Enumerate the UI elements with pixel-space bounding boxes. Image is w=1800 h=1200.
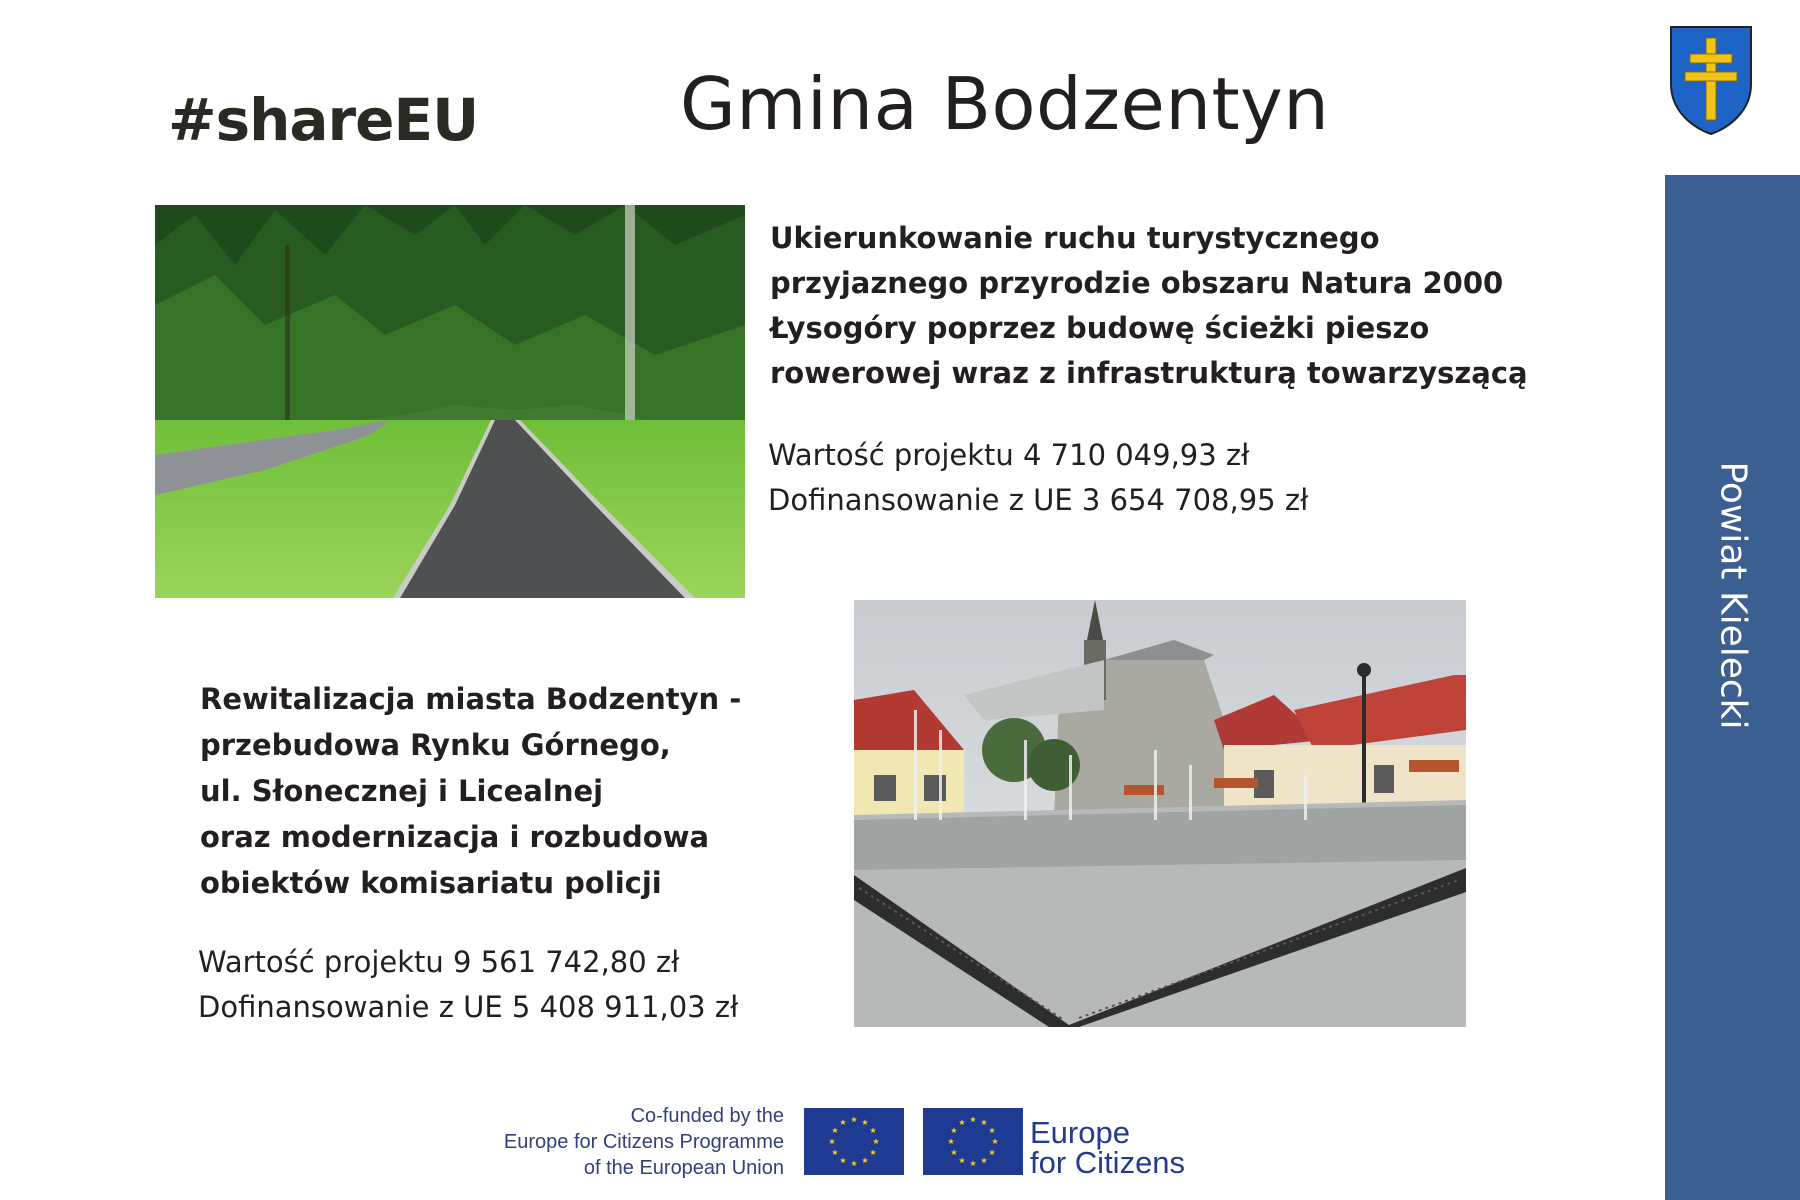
eu-star-icon: [981, 1157, 987, 1163]
eu-star-icon: [870, 1127, 876, 1133]
eu-star-icon: [959, 1119, 965, 1125]
eu-star-icon: [851, 1116, 857, 1122]
project1-heading-line: Ukierunkowanie ruchu turystycznego: [770, 221, 1380, 255]
project2-heading-line: Rewitalizacja miasta Bodzentyn -: [200, 682, 742, 716]
cofunded-line: of the European Union: [583, 1157, 784, 1179]
forest-bike-path-photo: [155, 205, 745, 598]
eu-flag-icon: [923, 1108, 1023, 1175]
project2-heading: [200, 676, 840, 906]
eu-star-icon: [951, 1127, 957, 1133]
eu-star-icon: [862, 1119, 868, 1125]
eu-star-icon: [989, 1149, 995, 1155]
sidebar-label: Powiat Kielecki: [1712, 461, 1753, 730]
eu-star-icon: [873, 1138, 879, 1144]
programme-line: Europe: [1030, 1115, 1130, 1150]
eu-star-icon: [840, 1157, 846, 1163]
eu-star-icon: [970, 1116, 976, 1122]
programme-line: for Citizens: [1030, 1145, 1186, 1180]
europe-for-citizens-logo: [1030, 1115, 1186, 1180]
eu-star-icon: [832, 1127, 838, 1133]
town-square-fountain-photo: [854, 600, 1466, 1027]
project2-value: Wartość projektu 9 561 742,80 zł: [198, 945, 680, 979]
eu-star-icon: [851, 1160, 857, 1166]
project1-heading: [770, 216, 1630, 396]
project1-values: [768, 433, 1308, 523]
project1-heading-line: rowerowej wraz z infrastrukturą towarzyszącą: [770, 356, 1528, 390]
coat-of-arms-icon: [1668, 24, 1754, 136]
eu-star-icon: [840, 1119, 846, 1125]
project1-value: Wartość projektu 4 710 049,93 zł: [768, 438, 1250, 472]
eu-star-icon: [981, 1119, 987, 1125]
eu-star-icon: [948, 1138, 954, 1144]
eu-star-icon: [959, 1157, 965, 1163]
eu-star-icon: [829, 1138, 835, 1144]
project2-heading-line: przebudowa Rynku Górnego,: [200, 728, 671, 762]
project2-cofinancing: Dofinansowanie z UE 5 408 911,03 zł: [198, 990, 739, 1024]
project2-values: [198, 940, 738, 1030]
project2-heading-line: oraz modernizacja i rozbudowa: [200, 820, 710, 854]
cofunded-line: Europe for Citizens Programme: [503, 1131, 784, 1153]
project1-heading-line: przyjaznego przyrodzie obszaru Natura 2000: [770, 266, 1504, 300]
eu-star-icon: [832, 1149, 838, 1155]
share-eu-hashtag: #shareEU: [168, 86, 479, 154]
project2-heading-line: obiektów komisariatu policji: [200, 866, 662, 900]
page-title: Gmina Bodzentyn: [680, 62, 1330, 146]
eu-star-icon: [970, 1160, 976, 1166]
eu-star-icon: [862, 1157, 868, 1163]
sidebar-band: [1665, 175, 1800, 1200]
cofunded-statement: [450, 1103, 784, 1181]
project1-heading-line: Łysogóry poprzez budowę ścieżki pieszo: [770, 311, 1430, 345]
eu-star-icon: [870, 1149, 876, 1155]
eu-star-icon: [992, 1138, 998, 1144]
project1-cofinancing: Dofinansowanie z UE 3 654 708,95 zł: [768, 483, 1309, 517]
eu-star-icon: [951, 1149, 957, 1155]
eu-star-icon: [989, 1127, 995, 1133]
cofunded-line: Co-funded by the: [630, 1105, 784, 1127]
project2-heading-line: ul. Słonecznej i Licealnej: [200, 774, 604, 808]
eu-flag-icon: [804, 1108, 904, 1175]
